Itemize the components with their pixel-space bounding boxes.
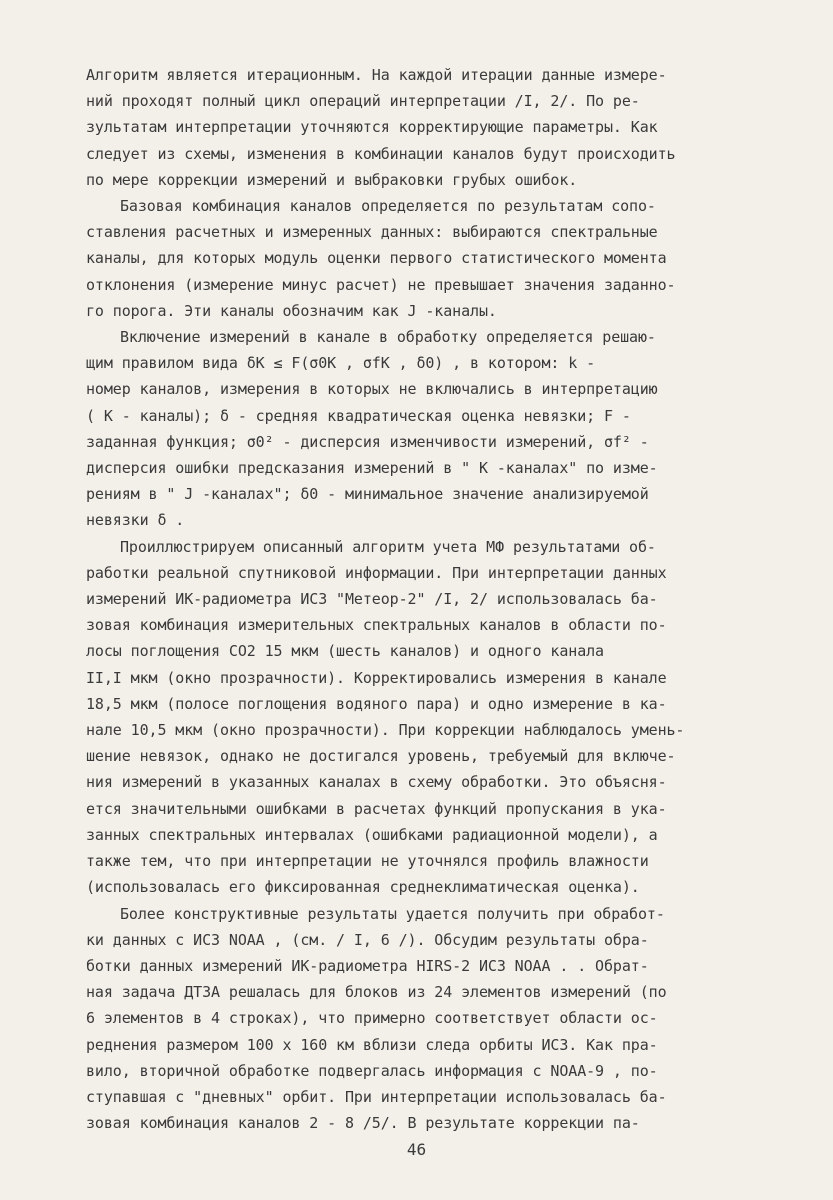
text-line: занных спектральных интервалах (ошибками радиационной модели), а <box>86 825 658 844</box>
text-line: щим правилом вида δK ≤ F(σ0K , σfK , δ0) , в котором: k - <box>86 354 596 373</box>
text-line: зультатам интерпретации уточняются корректирующие параметры. Как <box>86 118 658 137</box>
text-line: Проиллюстрируем описанный алгоритм учета МФ результатами об- <box>120 537 656 556</box>
text-line: ставления расчетных и измеренных данных: выбираются спектральные <box>86 223 658 242</box>
text-line: 18,5 мкм (полосе поглощения водяного пара) и одно измерение в ка- <box>86 694 667 713</box>
text-line: работки реальной спутниковой информации. При интерпретации данных <box>86 563 667 582</box>
text-line: ния измерений в указанных каналах в схему обработки. Это объясня- <box>86 773 667 792</box>
text-line: ботки данных измерений ИК-радиометра HIRS-2 ИСЗ NOAA . . Обрат- <box>86 956 649 975</box>
text-line: ступавшая с "дневных" орбит. При интерпретации использовалась ба- <box>86 1087 667 1106</box>
text-line: Базовая комбинация каналов определяется по результатам сопо- <box>120 197 656 216</box>
text-line: ний проходят полный цикл операций интерпретации /I, 2/. По ре- <box>86 92 640 111</box>
text-line: Более конструктивные результаты удается получить при обработ- <box>120 904 665 923</box>
text-line: реднения размером 100 x 160 км вблизи следа орбиты ИСЗ. Как пра- <box>86 1035 658 1054</box>
text-line: следует из схемы, изменения в комбинации каналов будут происходить <box>86 144 676 163</box>
page-number: 46 <box>406 1140 427 1159</box>
text-line: Включение измерений в канале в обработку определяется решаю- <box>120 328 656 347</box>
text-line: заданная функция; σ0² - дисперсия изменчивости измерений, σf² - <box>86 432 649 451</box>
text-line: го порога. Эти каналы обозначим как J -каналы. <box>86 301 497 320</box>
text-line: ки данных с ИСЗ NOAA , (см. / I, 6 /). Обсудим результаты обра- <box>86 930 649 949</box>
text-line: (использовалась его фиксированная среднеклиматическая оценка). <box>86 878 640 897</box>
text-line: номер каналов, измерения в которых не включались в интерпретацию <box>86 380 658 399</box>
text-line: зовая комбинация каналов 2 - 8 /5/. В результате коррекции па- <box>86 1114 640 1133</box>
text-line: каналы, для которых модуль оценки первого статистического момента <box>86 249 667 268</box>
body-text <box>86 62 786 1136</box>
text-line: отклонения (измерение минус расчет) не превышает значения заданно- <box>86 275 676 294</box>
text-line: шение невязок, однако не достигался уровень, требуемый для включе- <box>86 747 676 766</box>
text-line: ная задача ДТЗА решалась для блоков из 24 элементов измерений (по <box>86 983 667 1002</box>
text-line: Алгоритм является итерационным. На каждой итерации данные измере- <box>86 66 667 84</box>
text-line: измерений ИК-радиометра ИСЗ "Метеор-2" /I, 2/ использовалась ба- <box>86 590 658 609</box>
text-line: ется значительными ошибками в расчетах функций пропускания в ука- <box>86 799 667 818</box>
text-line: рениям в " J -каналах"; δ0 - минимальное значение анализируемой <box>86 485 649 504</box>
text-line: зовая комбинация измерительных спектральных каналов в области по- <box>86 616 667 635</box>
text-line: вило, вторичной обработке подвергалась информация с NOAA-9 , по- <box>86 1061 658 1080</box>
text-line: II,I мкм (окно прозрачности). Корректировались измерения в канале <box>86 668 667 687</box>
text-line: ( K - каналы); δ - средняя квадратическая оценка невязки; F - <box>86 406 631 425</box>
text-line: также тем, что при интерпретации не уточнялся профиль влажности <box>86 852 649 871</box>
text-line: по мере коррекции измерений и выбраковки грубых ошибок. <box>86 170 578 189</box>
text-line: лосы поглощения CO2 15 мкм (шесть каналов) и одного канала <box>86 642 604 661</box>
text-line: дисперсия ошибки предсказания измерений в " K -каналах" по изме- <box>86 459 658 478</box>
text-line: нале 10,5 мкм (окно прозрачности). При коррекции наблюдалось умень- <box>86 721 685 740</box>
text-line: невязки δ . <box>86 511 185 530</box>
text-line: 6 элементов в 4 строках), что примерно соответствует области ос- <box>86 1009 658 1028</box>
